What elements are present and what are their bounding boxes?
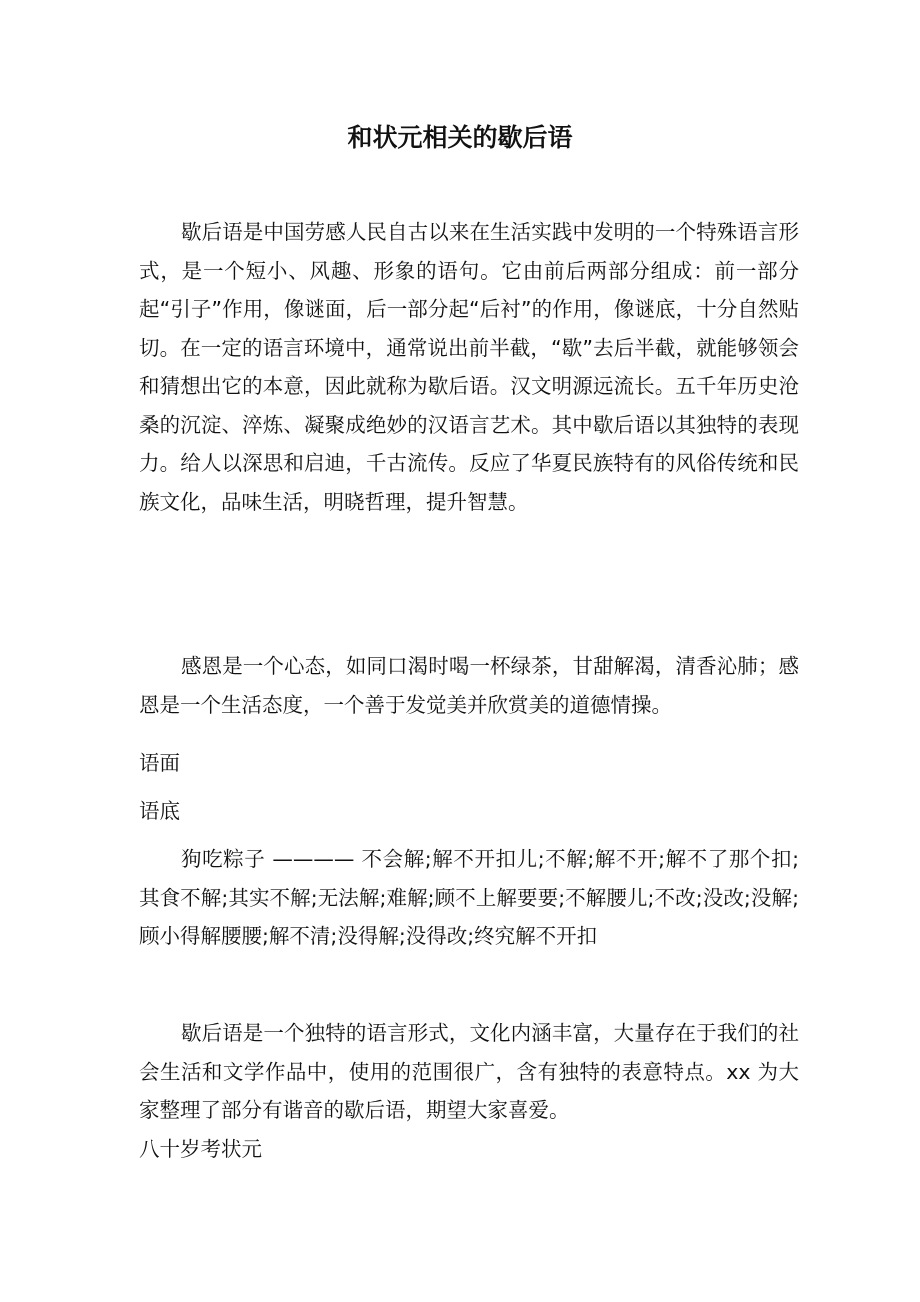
- intro-paragraph: 歇后语是中国劳感人民自古以来在生活实践中发明的一个特殊语言形式，是一个短小、风趣、形象的语句。它由前后两部分组成：前一部分起“引子”作用，像谜面，后一部分起“后衬”的作用，像谜底，十分自然贴切。在一定的语言环境中，通常说出前半截，“歇”去后半截，就能够领会和猜想出它的本意，因此就称为歇后语。汉文明源远流长。五千年历史沧桑的沉淀、淬炼、凝聚成绝妙的汉语言艺术。其中歇后语以其独特的表现力。给人以深思和启迪，千古流传。反应了华夏民族特有的风俗传统和民族文化，品味生活，明晓哲理，提升智慧。: [139, 220, 799, 514]
- label-back: 语底: [139, 799, 180, 823]
- closing-paragraph: 歇后语是一个独特的语言形式，文化内涵丰富，大量存在于我们的社会生活和文学作品中，使用的范围很广，含有独特的表意特点。xx 为大家整理了部分有谐音的歇后语，期望大家喜爱。: [139, 1021, 799, 1122]
- last-item: 八十岁考状元: [139, 1137, 262, 1161]
- label-front: 语面: [139, 751, 180, 775]
- document-title: 和状元相关的歇后语: [347, 123, 573, 152]
- example-paragraph: 狗吃粽子 ———— 不会解;解不开扣儿;不解;解不开;解不了那个扣;其食不解;其实不解;无法解;难解;顾不上解要要;不解腰儿;不改;没改;没解;顾小得解腰腰;解不清;没得解;没得改;终究解不开扣: [139, 847, 799, 948]
- gratitude-paragraph: 感恩是一个心态，如同口渴时喝一杯绿茶，甘甜解渴，清香沁肺；感恩是一个生活态度，一个善于发觉美并欣赏美的道德情操。: [139, 654, 799, 717]
